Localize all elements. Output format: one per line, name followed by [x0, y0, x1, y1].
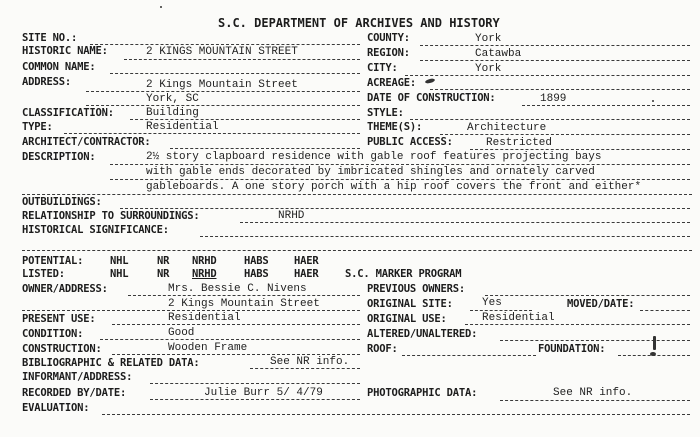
label-outbuildings: OUTBUILDINGS: — [22, 196, 102, 208]
label-type: TYPE: — [22, 121, 53, 133]
label-region: REGION: — [367, 47, 410, 59]
value-description-line1: 2½ story clapboard residence with gable roof features projecting bays — [146, 151, 602, 163]
value-type: Residential — [146, 121, 219, 133]
field-historic-name — [124, 59, 360, 60]
field-moved-date — [640, 310, 690, 311]
label-altered: ALTERED/UNALTERED: — [367, 328, 478, 340]
field-description-line3 — [22, 194, 692, 195]
form-title: S.C. DEPARTMENT OF ARCHIVES AND HISTORY — [218, 16, 500, 30]
label-bibliographic: BIBLIOGRAPHIC & RELATED DATA: — [22, 357, 200, 369]
field-address-line2 — [86, 105, 360, 106]
field-themes — [440, 134, 690, 135]
field-construction — [112, 354, 360, 355]
label-style: STYLE: — [367, 107, 404, 119]
value-region: Catawba — [475, 48, 522, 60]
label-acreage: ACREAGE: — [367, 77, 416, 89]
listed-haer: HAER — [294, 268, 319, 280]
label-marker-program: S.C. MARKER PROGRAM — [345, 268, 462, 280]
value-owner-line1: Mrs. Bessie C. Nivens — [168, 283, 307, 295]
label-historical-significance: HISTORICAL SIGNIFICANCE: — [22, 224, 169, 236]
label-condition: CONDITION: — [22, 328, 84, 340]
label-description: DESCRIPTION: — [22, 151, 96, 163]
field-description-line1 — [110, 164, 690, 165]
scan-speck — [652, 100, 654, 102]
label-classification: CLASSIFICATION: — [22, 107, 114, 119]
value-address-line2: York, SC — [146, 93, 199, 105]
label-common-name: COMMON NAME: — [22, 61, 96, 73]
field-bibliographic — [250, 368, 360, 369]
scan-speck — [160, 6, 162, 8]
value-historic-name: 2 KINGS MOUNTAIN STREET — [146, 46, 298, 58]
value-original-use: Residential — [482, 312, 555, 324]
value-description-line3: gableboards. A one story porch with a hip roof covers the front and either* — [146, 181, 642, 193]
label-recorded-by: RECORDED BY/DATE: — [22, 387, 127, 399]
value-public-access: Restricted — [486, 137, 553, 149]
value-condition: Good — [168, 327, 195, 339]
potential-habs: HABS — [244, 255, 269, 267]
field-informant — [150, 383, 360, 384]
field-style — [410, 119, 690, 120]
label-site-no: SITE NO.: — [22, 32, 78, 44]
value-city: York — [475, 63, 502, 75]
value-bibliographic: See NR info. — [270, 356, 350, 368]
field-classification — [130, 119, 360, 120]
label-original-site: ORIGINAL SITE: — [367, 298, 453, 310]
value-address-line1: 2 Kings Mountain Street — [146, 79, 298, 91]
value-classification: Building — [146, 107, 199, 119]
potential-nhl: NHL — [110, 255, 129, 267]
label-original-use: ORIGINAL USE: — [367, 313, 447, 325]
field-relationship — [240, 222, 690, 223]
field-original-use — [465, 324, 690, 325]
label-photographic-data: PHOTOGRAPHIC DATA: — [367, 387, 478, 399]
scan-speck — [653, 336, 656, 350]
field-type — [64, 133, 360, 134]
field-county — [420, 45, 690, 46]
value-photographic-data: See NR info. — [553, 387, 633, 399]
field-present-use — [112, 324, 360, 325]
potential-nr: NR — [157, 255, 170, 267]
field-historical-significance — [200, 236, 690, 237]
field-outbuildings — [120, 208, 690, 209]
value-themes: Architecture — [467, 122, 547, 134]
field-roof — [402, 355, 536, 356]
section-divider — [22, 250, 692, 251]
label-potential: POTENTIAL: — [22, 255, 84, 267]
field-site-no — [90, 44, 360, 45]
field-evaluation — [102, 414, 690, 415]
field-owner-line2 — [22, 310, 360, 311]
field-original-site — [470, 310, 532, 311]
listed-habs: HABS — [244, 268, 269, 280]
field-description-line2 — [110, 179, 690, 180]
value-recorded-by: Julie Burr 5/ 4/79 — [204, 387, 323, 399]
label-historic-name: HISTORIC NAME: — [22, 45, 108, 57]
potential-nrhd: NRHD — [192, 255, 217, 267]
label-relationship: RELATIONSHIP TO SURROUNDINGS: — [22, 210, 200, 222]
listed-nr: NR — [157, 268, 170, 280]
label-roof: ROOF: — [367, 343, 398, 355]
label-themes: THEME(S): — [367, 121, 423, 133]
value-present-use: Residential — [168, 312, 241, 324]
label-architect: ARCHITECT/CONTRACTOR: — [22, 136, 151, 148]
field-architect — [170, 148, 360, 149]
value-date-of-construction: 1899 — [540, 93, 567, 105]
label-evaluation: EVALUATION: — [22, 402, 90, 414]
scan-speck — [425, 78, 436, 84]
label-present-use: PRESENT USE: — [22, 313, 96, 325]
scan-speck — [650, 352, 656, 356]
field-public-access — [470, 149, 690, 150]
field-address-line1 — [86, 91, 360, 92]
field-city — [405, 75, 690, 76]
label-city: CITY: — [367, 62, 398, 74]
label-foundation: FOUNDATION: — [538, 343, 606, 355]
field-altered — [500, 340, 690, 341]
label-date-of-construction: DATE OF CONSTRUCTION: — [367, 92, 496, 104]
label-address: ADDRESS: — [22, 76, 71, 88]
field-photographic-data — [500, 400, 690, 401]
field-recorded-by — [150, 399, 360, 400]
label-informant: INFORMANT/ADDRESS: — [22, 371, 133, 383]
label-moved-date: MOVED/DATE: — [567, 298, 635, 310]
label-previous-owners: PREVIOUS OWNERS: — [367, 283, 465, 295]
field-acreage — [430, 89, 690, 90]
label-public-access: PUBLIC ACCESS: — [367, 136, 453, 148]
field-previous-owners — [485, 295, 690, 296]
value-original-site: Yes — [482, 297, 502, 309]
label-construction: CONSTRUCTION: — [22, 343, 102, 355]
label-listed: LISTED: — [22, 268, 65, 280]
listed-nhl: NHL — [110, 268, 129, 280]
value-relationship: NRHD — [278, 210, 305, 222]
field-condition — [100, 339, 360, 340]
listed-nrhd: NRHD — [192, 268, 217, 280]
label-owner-address: OWNER/ADDRESS: — [22, 283, 108, 295]
field-common-name — [110, 73, 360, 74]
label-county: COUNTY: — [367, 32, 410, 44]
value-county: York — [475, 33, 502, 45]
value-description-line2: with gable ends decorated by imbricated shingles and ornately carved — [146, 166, 595, 178]
value-owner-line2: 2 Kings Mountain Street — [168, 298, 320, 310]
potential-haer: HAER — [294, 255, 319, 267]
value-construction: Wooden Frame — [168, 342, 248, 354]
field-owner-line1 — [128, 295, 360, 296]
field-region — [420, 60, 690, 61]
field-date-of-construction — [522, 105, 690, 106]
